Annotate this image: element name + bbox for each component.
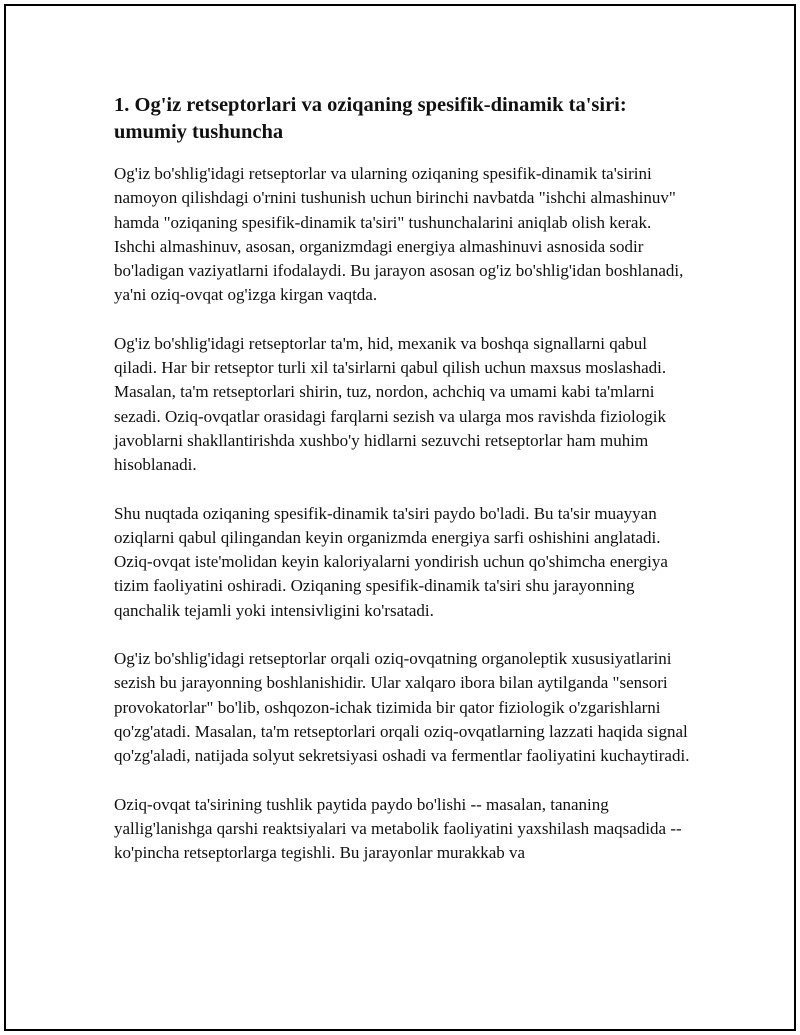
paragraph-4: Og'iz bo'shlig'idagi retseptorlar orqali oziq-ovqatning organoleptik xususiyatlarini sezish bu jarayonning boshlanishidir. Ular xalqaro ibora bilan aytilganda "sensori provokatorlar" bo'lib, oshqozon-ichak tizimida bir qator fiziologik o'zgarishlarni qo'zg'atadi. Masalan, ta'm retseptorlari orqali oziq-ovqatlarning lazzati haqida signal qo'zg'aladi, natijada solyut sekretsiyasi oshadi va fermentlar faoliyatini kuchaytiradi. xyxy=(114,649,690,766)
document-body xyxy=(114,92,694,889)
paragraph-5: Oziq-ovqat ta'sirining tushlik paytida paydo bo'lishi -- masalan, tananing yallig'lanishga qarshi reaktsiyalari va metabolik faoliyatini yaxshilash maqsadida -- ko'pincha retseptorlarga tegishli. Bu jarayonlar murakkab va xyxy=(114,794,682,863)
paragraph-2: Og'iz bo'shlig'idagi retseptorlar ta'm, hid, mexanik va boshqa signallarni qabul qiladi. Har bir retseptor turli xil ta'sirlarni qabul qilish uchun maxsus moslashadi. Masalan, ta'm retseptorlari shirin, tuz, nordon, achchiq va umami kabi ta'mlarni sezadi. Oziq-ovqatlar orasidagi farqlarni sezish va ularga mos ravishda fiziologik javoblarni shakllantirishda xushbo'y hidlarni sezuvchi retseptorlar ham muhim hisoblanadi. xyxy=(114,333,667,475)
paragraph-1: Og'iz bo'shlig'idagi retseptorlar va ularning oziqaning spesifik-dinamik ta'sirini namoyon qilishdagi o'rnini tushunish uchun birinchi navbatda "ishchi almashinuv" hamda "oziqaning spesifik-dinamik ta'siri" tushunchalarini aniqlab olish kerak. Ishchi almashinuv, asosan, organizmdagi energiya almashinuvi asnosida sodir bo'ladigan vaziyatlarni ifodalaydi. Bu jarayon asosan og'iz bo'shlig'idan boshlanadi, ya'ni oziq-ovqat og'izga kirgan vaqtda. xyxy=(114,164,684,305)
section-heading: 1. Og'iz retseptorlari va oziqaning spesifik-dinamik ta'siri: umumiy tushuncha xyxy=(114,94,627,143)
paragraph-3: Shu nuqtada oziqaning spesifik-dinamik ta'siri paydo bo'ladi. Bu ta'sir muayyan oziqlarni qabul qilingandan keyin organizmda energiya sarfi oshishini anglatadi. Oziq-ovqat iste'molidan keyin kaloriyalarni yondirish uchun qo'shimcha energiya tizim faoliyatini oshiradi. Oziqaning spesifik-dinamik ta'siri shu jarayonning qanchalik tejamli yoki intensivligini ko'rsatadi. xyxy=(114,503,668,620)
